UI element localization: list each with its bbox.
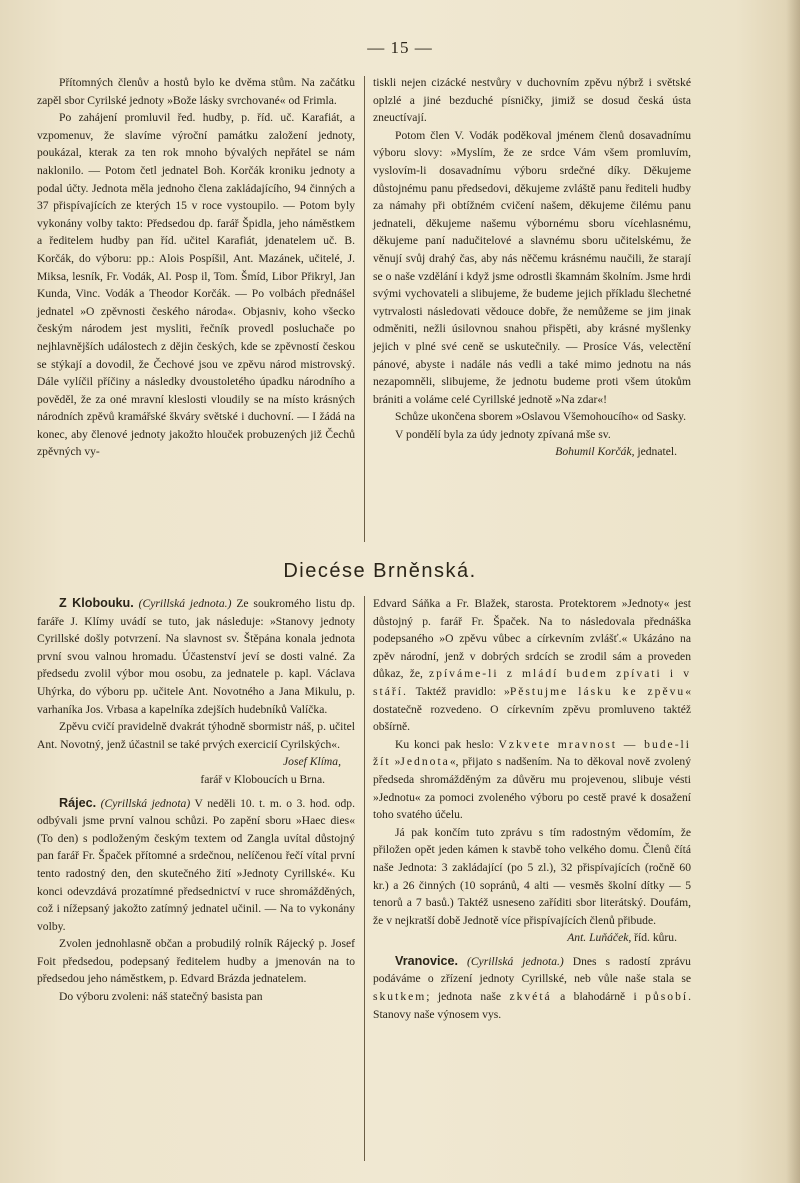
- report-rajec: [37, 795, 355, 936]
- paragraph: Zvolen jednohlasně občan a probudilý rolník Rájecký p. Josef Foit předsedou, podepsaný ředitelem hudby a jmenován na to předsedou jeho náměstkem, p. Edvard Brázda jednatelem.: [37, 937, 355, 986]
- organization-name: (Cyrillská jednota.): [466, 954, 564, 968]
- organization-name: (Cyrillská jednota): [100, 796, 191, 810]
- signature: [373, 443, 691, 461]
- paragraph: Schůze ukončena sborem »Oslavou Všemohoucího« od Sasky.: [395, 410, 687, 424]
- signature-name: Ant. Luňáček,: [567, 931, 632, 945]
- paragraph: Přítomných členův a hostů bylo ke dvěma stům. Na začátku zapěl sbor Cyrilské jednoty »Bože lásky svrchované« od Frimla.: [37, 76, 355, 107]
- page-spine-shadow: [786, 0, 800, 1183]
- paragraph: Po zahájení promluvil řed. hudby, p. říd. uč. Karafiát, a vzpomenuv, že slavíme výroční památku založení jednoty, poukázal, kterak za ten rok mnoho bývalých nepřátel se nám naklonilo. — Potom četl jednatel Boh. Korčák kroniku jednoty a podal účty. Jednota měla jednoho člena zakládajícího, 94 činných a 37 přispívajících ze kterých 15 v roce vystoupilo. — Potom byly vykonány volby takto: Předsedou dp. farář Špidla, jeho náměstkem a ředitelem hudby pan říd. učitel Karafiát, jdenatelem uč. B. Korčák, do výboru: pp.: Alois Pospíšil, Ant. Mazánek, učitelé, J. Miksa, lesník, Fr. Vodák, Al. Posp il, Tom. Šmíd, Libor Přikryl, Jan Kunda, Vinc. Vodák a Theodor Korčák. — Po volbách přednášel jednatel »O zpěvnosti českého národa«. Objasniv, koho všecko českým národem jest mysliti, řečník provedl posluchače po nejhlavnějších událostech z dějin českých, kde se zpěvností českou se stýkají a dovodil, že Čechové jsou ve zpěvu národ mistrovský. Dále vylíčil příčiny a následky dvoustoletého úpadku národního a pověděl, že za oné mravní kleslosti vloudily se na místo krásných národních zpěvů kramářské škváry světské i duchovní. — I žádá na konec, aby členové jednoty jakožto hlouček probuzených již Čechů zpěvných vy-: [37, 111, 355, 459]
- signature-role: jednatel.: [634, 445, 677, 459]
- place-name: Z Klobouku.: [59, 596, 134, 610]
- place-name: Rájec.: [59, 795, 97, 810]
- paragraph: Já pak končím tuto zprávu s tím radostným vědomím, že přiložen opět jeden kámen k stavbě toho velkého domu. Členů čítá naše Jednota: 3 zakládající (po 5 zl.), 32 přispívajících (ročně 60 kr.) a 26 činných (10 sopránů, 4 alti — vesměs školní dítky — 5 tenorů a 7 basů.) Taktéž usneseno zaříditi sbor literátský. Doufám, že v nejkratší době Jednotě více přispívajících členů přibude.: [373, 825, 691, 927]
- section-heading: Diecése Brněnská.: [283, 560, 477, 582]
- signature: [373, 929, 691, 947]
- place-name: Vranovice.: [395, 953, 459, 968]
- spaced-text: působí: [645, 990, 689, 1004]
- column-divider: [364, 76, 365, 542]
- report-text: V neděli 10. t. m. o 3. hod. odp. odbývali jsme první valnou schůzi. Po zapění sboru »Haec dies« (To den) s podloženým českým textem od Zangla uvítal důstojný pan farář Fr. Špaček přítomné a srdečnou, nelíčenou řečí vítal první tento radostný den, den skutečného žití »Jednoty Cyrillské«. Ku konci odevzdává prozatímné předsednictví v ruce shromážděných, což i nížepsaný jakožto zatímný jednatel učinil. — Na to vykonány volby.: [37, 796, 356, 933]
- spaced-text: Vzkvete mravnost — bude-li žít: [373, 737, 691, 769]
- text-run: «, přijato s nadšením. Na to děkoval nově zvolený předseda shromážděným za důvěru mu projevenou, slibuje vésti »Jednotu« za pomoci zvoleného výboru po cestě pravé k dosažení toho svatého účelu.: [373, 755, 691, 822]
- text-run: Edvard Sáňka a Fr. Blažek, starosta. Protektorem »Jednoty« jest důstojný p. farář Fr. Špaček. Na to následovala přednáška podepsaného »O zpěvu vůbec a církevním zvlášť.« Ukázáno na zpěv národní, jenž v dobrých srdcích se zrodil sám a proveden důkaz, že,: [373, 597, 691, 681]
- paragraph: tiskli nejen cizácké nestvůry v duchovním zpěvu nýbrž i světské oplzlé a jiné bezduché písničky, jimiž se dosud česká ústa zneuctívají.: [373, 76, 691, 125]
- text-run: « dostatečně rozvedeno. O církevním zpěvu promluveno taktéž obšírně.: [373, 684, 691, 734]
- top-right-column: [373, 74, 691, 461]
- signature-role: říd. kůru.: [631, 931, 677, 945]
- text-run: Ku konci pak heslo:: [395, 737, 499, 751]
- text-run: Taktéž pravidlo: »: [407, 684, 510, 698]
- paragraph: Do výboru zvoleni: náš statečný basista pan: [59, 990, 263, 1004]
- paragraph: [373, 736, 691, 824]
- text-run: ; jednota naše: [426, 990, 510, 1004]
- report-klobouky: [37, 595, 355, 718]
- text-run: »: [390, 755, 401, 769]
- spaced-text: Pěstujme lásku ke zpěvu: [509, 684, 686, 698]
- top-left-column: [37, 74, 355, 461]
- column-divider: [364, 596, 365, 1161]
- signature-name: Josef Klíma,: [283, 755, 341, 769]
- paragraph: V pondělí byla za údy jednoty zpívaná mše sv.: [395, 427, 611, 441]
- page-number: — 15 —: [367, 38, 433, 57]
- text-run: . Stanovy naše výnosem vys.: [373, 990, 691, 1021]
- signature-place: farář v Kloboucích u Brna.: [200, 772, 325, 786]
- organization-name: (Cyrillská jednota.): [138, 597, 232, 610]
- spaced-text: zkvétá: [509, 990, 552, 1004]
- text-run: a blahodárně i: [551, 990, 646, 1004]
- paragraph: Potom člen V. Vodák poděkoval jménem členů dosavadnímu výboru slovy: »Myslím, že ze srdce Vám všem promluvím, vyslovím-li dosavadnímu výboru srdečné díky. Děkujeme důstojnému panu předsedovi, děkujeme zvláště panu řediteli hudby za námahy při obtížném cvičení našem, děkujeme čilému panu jednateli, děkujeme našemu výbornému sboru vícehlasnému, děkujeme paní nadučitelové a slavnému sboru učitelskému, že věnují svůj drahý čas, aby nás něčemu krásnému naučili, že starají se o naše vzdělání i když jsme odrostli škamnám školním. Jsme hrdi svými vychovateli a slibujeme, že budeme jejich příkladu šlechetné vytrvalosti následovati vědouce dobře, že nemůžeme se jim jinak odměniti, nežli úsilovnou snahou přispěti, aby krásné myšlenky jejich v plné své ceně se uskutečnily. — Prosíce Vás, velectění pánové, abyste i nadále nás vedli a také mimo jednotu na nás nezapomněli, slibujeme, že jednotu budeme proti všem útokům brániti a voláme celé Cyrillské jednotě »Na zdar«!: [373, 128, 691, 406]
- spaced-text: zpíváme-li z mládí budem zpívati i v stáří.: [373, 667, 691, 698]
- report-vranovice: [373, 953, 691, 1023]
- spaced-text: Jednota: [400, 755, 450, 769]
- text-run: Dnes s radostí zprávu podáváme o zřízení jednoty Cyrillské, neb vůle naše stala se: [373, 954, 691, 986]
- spaced-text: skutkem: [373, 990, 427, 1004]
- signature-name: Bohumil Korčák,: [555, 445, 635, 459]
- bottom-right-column: [373, 595, 691, 1023]
- report-text: Ze soukromého listu dp. faráře J. Klímy uvádí se tuto, jak následuje: »Stanovy jednoty Cyrillské došly potvrzení. Na slavnost sv. Štěpána konala jednota první svou valnou hromadu. Účastenství jeví se dosti valné. Za předsedu zvolil výbor mou osobu, za jednatele p. kapl. Václava Uhýrka, do výboru pp. učitele Ant. Novotného a Jana Mikulu, p. varhaníka Jos. Vrbasa a kapelníka zdejších hudebníků Valíčka.: [37, 597, 355, 716]
- bottom-left-column: [37, 595, 355, 1006]
- paragraph: [373, 595, 691, 736]
- paragraph: Zpěvu cvičí pravidelně dvakrát týhodně sbormistr náš, p. učitel Ant. Novotný, jenž účastnil se také prvých exercicií Cyrilských«.: [37, 720, 355, 751]
